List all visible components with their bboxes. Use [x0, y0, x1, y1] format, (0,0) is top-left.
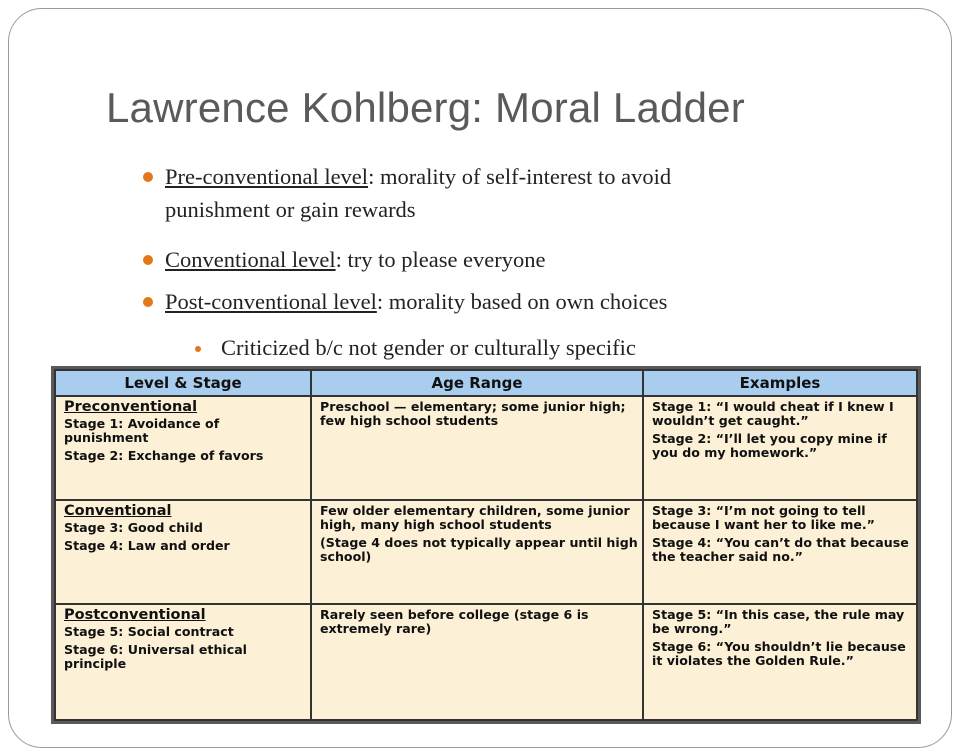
- bullet-term: Pre-conventional level: [165, 164, 369, 189]
- table-row-conventional: [55, 500, 917, 604]
- cell-level-stage: [55, 604, 311, 720]
- bullet-text: : morality based on own choices: [376, 289, 668, 314]
- stage-text: Stage 4: Law and order: [64, 538, 230, 553]
- level-name: Conventional: [64, 503, 172, 519]
- cell-examples: [643, 396, 917, 500]
- kohlberg-stage-table: [54, 369, 918, 721]
- bullet-term: Conventional level: [165, 247, 336, 272]
- cell-age-range: [311, 604, 643, 720]
- cell-examples: [643, 500, 917, 604]
- example-text: Stage 1: “I would cheat if I knew I wouldn’t get caught.”: [652, 399, 894, 428]
- age-text: Rarely seen before college (stage 6 is extremely rare): [320, 607, 589, 636]
- age-text: Few older elementary children, some junior high, many high school students: [320, 503, 630, 532]
- bullet-text-continued: punishment or gain rewards: [165, 197, 416, 222]
- header-age-range: Age Range: [311, 370, 643, 396]
- bullet-text: : try to please everyone: [335, 247, 546, 272]
- cell-age-range: [311, 396, 643, 500]
- level-name: Postconventional: [64, 607, 206, 623]
- bullet-term: Post-conventional level: [165, 289, 377, 314]
- bullet-dot-icon: [143, 172, 153, 182]
- table-row-postconventional: [55, 604, 917, 720]
- sub-bullet-text: Criticized b/c not gender or culturally specific: [221, 335, 636, 360]
- example-text: Stage 6: “You shouldn’t lie because it violates the Golden Rule.”: [652, 639, 906, 668]
- level-name: Preconventional: [64, 399, 198, 415]
- sub-bullet-dot-icon: [195, 346, 201, 352]
- table-row-preconventional: [55, 396, 917, 500]
- cell-level-stage: [55, 500, 311, 604]
- bullet-dot-icon: [143, 297, 153, 307]
- header-examples: Examples: [643, 370, 917, 396]
- stage-text: Stage 6: Universal ethical principle: [64, 642, 248, 671]
- cell-level-stage: [55, 396, 311, 500]
- cell-age-range: [311, 500, 643, 604]
- slide-title: Lawrence Kohlberg: Moral Ladder: [106, 84, 745, 131]
- age-text: Preschool — elementary; some junior high; few high school students: [320, 399, 626, 428]
- example-text: Stage 2: “I’ll let you copy mine if you do my homework.”: [652, 431, 887, 460]
- bullet-text: : morality of self-interest to avoid: [368, 164, 672, 189]
- example-text: Stage 4: “You can’t do that because the teacher said no.”: [652, 535, 909, 564]
- stage-text: Stage 1: Avoidance of punishment: [64, 416, 220, 445]
- bullet-dot-icon: [143, 255, 153, 265]
- header-level-stage: Level & Stage: [55, 370, 311, 396]
- example-text: Stage 5: “In this case, the rule may be wrong.”: [652, 607, 905, 636]
- age-text: (Stage 4 does not typically appear until high school): [320, 535, 638, 564]
- stage-text: Stage 3: Good child: [64, 520, 203, 535]
- bullet-postconventional: [165, 285, 667, 318]
- stage-text: Stage 2: Exchange of favors: [64, 448, 264, 463]
- bullet-preconventional: [165, 160, 671, 226]
- example-text: Stage 3: “I’m not going to tell because I want her to like me.”: [652, 503, 875, 532]
- table-header-row: [55, 370, 917, 396]
- sub-bullet-criticism: [221, 335, 636, 361]
- bullet-conventional: [165, 243, 546, 276]
- cell-examples: [643, 604, 917, 720]
- stage-text: Stage 5: Social contract: [64, 624, 234, 639]
